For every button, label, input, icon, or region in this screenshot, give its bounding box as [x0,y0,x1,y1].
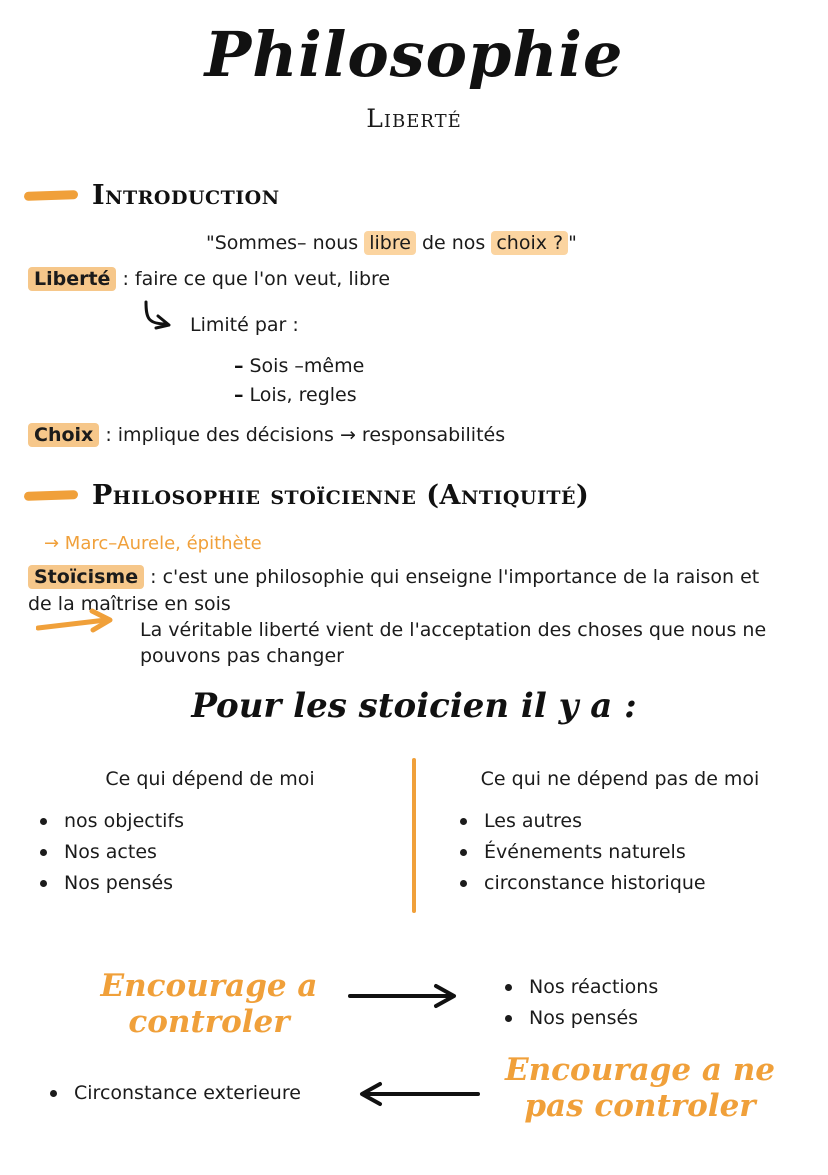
section-title-stoicisme: Philosophie stoïcienne (Antiquité) [92,480,590,511]
definition-stoicisme [28,564,788,618]
definition-text-liberte: : faire ce que l'on veut, libre [116,268,391,290]
quote-suffix: " [568,232,577,254]
encourage-control-line1: Encourage a [100,968,318,1004]
page-subtitle: Liberté [366,104,462,133]
quote-prefix: "Sommes– nous [206,232,365,254]
list-item: nos objectifs [30,806,360,837]
quote-highlight-libre: libre [364,231,416,255]
list-item: Circonstance exterieure [40,1078,380,1109]
orange-arrow-icon [36,608,126,638]
quote-highlight-choix: choix ? [491,231,568,255]
list-item: Nos actes [30,837,360,868]
page-title-text: Philosophie [204,18,624,91]
stoicisme-arrow-note: La véritable liberté vient de l'acceptation des choses que nous ne pouvons pas changer [140,619,767,667]
list-item: Nos pensés [30,868,360,899]
list-item: circonstance historique [450,868,810,899]
definition-liberte [28,266,528,292]
limit-item-0 [234,352,364,380]
hook-arrow-icon [140,300,180,336]
quote-middle: de nos [415,232,492,254]
intro-quote [206,230,626,256]
section-title-introduction: Introduction [92,180,280,211]
definition-text-stoicisme: : c'est une philosophie qui enseigne l'importance de la raison et de la maîtrise en sois [28,566,760,615]
reference-marc-aurele: → Marc–Aurele, épithète [44,533,262,554]
limit-item-1-text: Lois, regles [249,384,357,406]
column-right-list [450,806,810,899]
list-item: Nos pensés [495,1003,815,1034]
limit-item-0-text: Sois –même [249,355,365,377]
no-control-items-list [40,1078,380,1109]
definition-term-stoicisme: Stoïcisme [28,565,144,589]
column-divider [412,758,416,913]
column-right-heading: Ce qui ne dépend pas de moi [480,768,760,790]
section-heading-stoicisme [24,480,589,511]
definition-choix [28,422,628,448]
page-title [0,18,828,91]
encourage-no-control-line1: Encourage a ne [504,1052,775,1088]
encourage-control-line2: controler [128,1004,290,1040]
encourage-control-label [84,968,334,1040]
definition-text-choix: : implique des décisions → responsabilités [99,424,506,446]
list-item: Événements naturels [450,837,810,868]
definition-term-liberte: Liberté [28,267,116,291]
dash-bullet-icon: – [234,355,244,377]
definition-term-choix: Choix [28,423,99,447]
column-left-list [30,806,360,899]
column-left-heading: Ce qui dépend de moi [105,768,315,790]
list-item: Nos réactions [495,972,815,1003]
right-arrow-icon [346,980,466,1010]
columns-title: Pour les stoicien il y a : [191,686,637,726]
orange-dash-icon [24,190,78,201]
section-heading-introduction [24,180,280,211]
dash-bullet-icon: – [234,384,244,406]
encourage-no-control-line2: pas controler [524,1088,756,1124]
orange-dash-icon [24,490,78,501]
list-item: Les autres [450,806,810,837]
limit-item-1 [234,381,357,409]
control-items-list [495,972,815,1034]
encourage-no-control-label [495,1052,785,1124]
limited-by-label: Limité par : [190,314,299,336]
